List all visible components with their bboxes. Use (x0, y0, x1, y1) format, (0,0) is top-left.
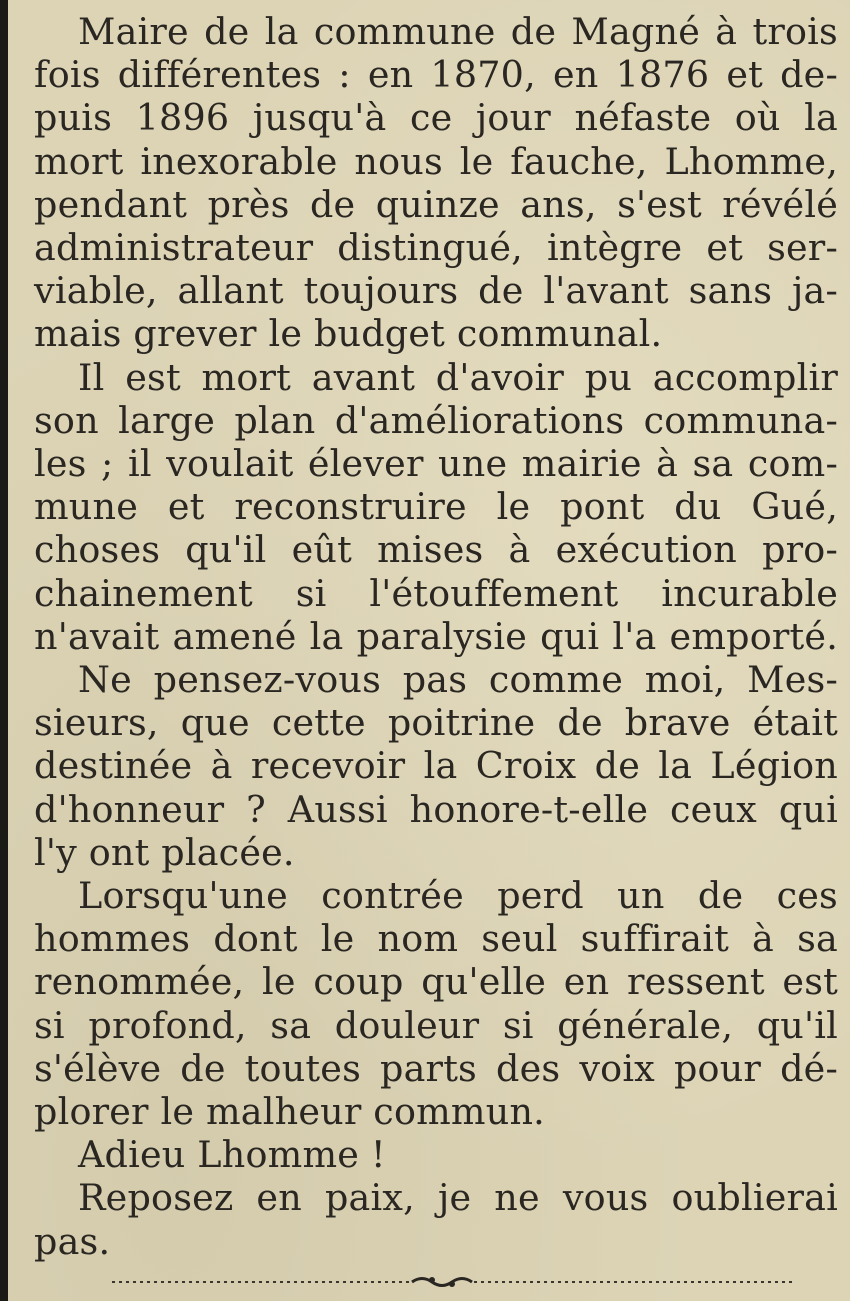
article-line-22: hommes dont le nom seul suffirait à sa (34, 917, 838, 961)
article-line-14: chainement si l'étouffement incurable (34, 571, 838, 615)
article-line-11: les ; il voulait élever une mairie à sa com- (34, 442, 838, 486)
article-line-9: Il est mort avant d'avoir pu accomplir (78, 355, 838, 399)
article-line-26: plorer le malheur commun. (34, 1090, 545, 1134)
article-line-29: pas. (34, 1219, 111, 1263)
article-line-10: son large plan d'améliorations communa- (34, 398, 838, 442)
article-line-12: mune et reconstruire le pont du Gué, (34, 485, 838, 529)
article-line-6: administrateur distingué, intègre et ser- (34, 226, 838, 270)
article-line-7: viable, allant toujours de l'avant sans ja- (34, 269, 838, 313)
article-line-2: fois différentes : en 1870, en 1876 et de- (34, 53, 838, 97)
article-line-8: mais grever le budget communal. (34, 312, 663, 356)
article-line-23: renommée, le coup qu'elle en ressent est (34, 960, 838, 1004)
article-line-18: destinée à recevoir la Croix de la Légion (34, 744, 838, 788)
article-line-13: choses qu'il eût mises à exécution pro- (34, 528, 838, 572)
article-line-3: puis 1896 jusqu'à ce jour néfaste où la (34, 96, 838, 140)
article-column (34, 10, 838, 1263)
section-divider-ornament (112, 1270, 792, 1290)
newspaper-page (8, 0, 850, 1301)
article-line-24: si profond, sa douleur si générale, qu'il (34, 1003, 838, 1047)
article-line-19: d'honneur ? Aussi honore-t-elle ceux qui (34, 787, 838, 831)
article-line-20: l'y ont placée. (34, 830, 295, 874)
article-line-27: Adieu Lhomme ! (78, 1133, 386, 1177)
article-line-28: Reposez en paix, je ne vous oublierai (78, 1176, 838, 1220)
article-line-25: s'élève de toutes parts des voix pour dé- (34, 1046, 838, 1090)
article-line-21: Lorsqu'une contrée perd un de ces (78, 874, 838, 918)
article-line-17: sieurs, que cette poitrine de brave était (34, 701, 838, 745)
article-line-4: mort inexorable nous le fauche, Lhomme, (34, 139, 838, 183)
article-line-5: pendant près de quinze ans, s'est révélé (34, 182, 838, 226)
article-line-1: Maire de la commune de Magné à trois (78, 10, 838, 53)
article-line-16: Ne pensez-vous pas comme moi, Mes- (78, 658, 838, 702)
article-line-15: n'avait amené la paralysie qui l'a emporté. (34, 614, 838, 658)
